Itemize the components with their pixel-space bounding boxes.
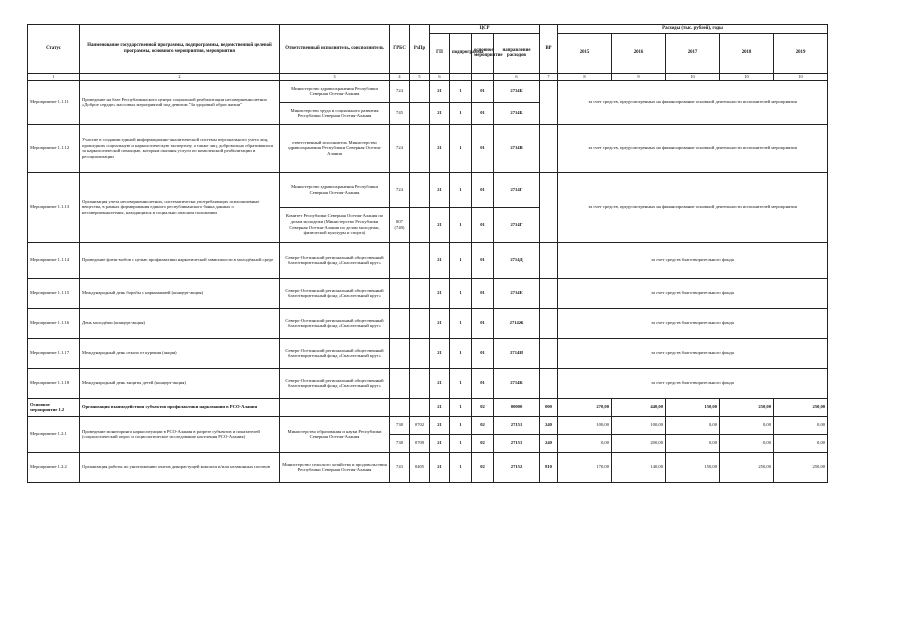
- rzpr-cell: [410, 242, 430, 278]
- table-body: [28, 80, 828, 482]
- event-name-cell: Международный день отказа от курения (акция): [80, 338, 280, 368]
- colnum-cell: 10: [774, 73, 828, 80]
- csr-nr-cell: 2714Б: [494, 80, 540, 102]
- csr-gp-cell: 21: [430, 172, 450, 207]
- rzpr-cell: [410, 398, 430, 416]
- responsible-cell: [280, 398, 390, 416]
- header-year-2015: 2015: [558, 33, 612, 73]
- expense-cell: 250,00: [774, 452, 828, 482]
- csr-pp-cell: 1: [450, 368, 472, 398]
- status-cell: Мероприятие 1.1.13: [28, 172, 80, 242]
- event-name-cell: Проведение на базе Республиканского центра социальной реабилитации несовершеннолетних «Доброе сердце» массовых мероприятий под девизом "За здоровый образ жизни": [80, 80, 280, 124]
- grbs-cell: [390, 398, 410, 416]
- colnum-cell: 3: [280, 73, 390, 80]
- responsible-cell: Министерство сельского хозяйства и продовольствия Республики Северная Осетия-Алания: [280, 452, 390, 482]
- csr-pp-cell: 1: [450, 434, 472, 452]
- csr-om-cell: 02: [472, 398, 494, 416]
- csr-pp-cell: 1: [450, 124, 472, 172]
- csr-gp-cell: 21: [430, 308, 450, 338]
- expense-cell: 0,00: [774, 434, 828, 452]
- rzpr-cell: [410, 368, 430, 398]
- grbs-cell: [390, 308, 410, 338]
- responsible-cell: ответственный исполнитель Министерство здравоохранения Республики Северная Осетия-Алания: [280, 124, 390, 172]
- csr-gp-cell: 21: [430, 416, 450, 434]
- table-row: [28, 172, 828, 207]
- table-row: [28, 368, 828, 398]
- csr-nr-cell: 2714К: [494, 368, 540, 398]
- status-cell: Мероприятие 1.1.11: [28, 80, 80, 124]
- csr-gp-cell: 21: [430, 80, 450, 102]
- rzpr-cell: [410, 278, 430, 308]
- csr-pp-cell: 1: [450, 452, 472, 482]
- expense-cell: 250,00: [774, 398, 828, 416]
- csr-pp-cell: 1: [450, 278, 472, 308]
- rzpr-cell: [410, 124, 430, 172]
- table-row: [28, 80, 828, 102]
- csr-pp-cell: 1: [450, 398, 472, 416]
- rzpr-cell: 0702: [410, 416, 430, 434]
- csr-gp-cell: 21: [430, 434, 450, 452]
- vr-cell: [540, 242, 558, 278]
- colnum-cell: 6: [430, 73, 450, 80]
- expense-cell: 0,00: [720, 434, 774, 452]
- rzpr-cell: [410, 207, 430, 242]
- colnum-cell: 4: [390, 73, 410, 80]
- status-cell: Мероприятие 1.1.16: [28, 308, 80, 338]
- csr-om-cell: 01: [472, 102, 494, 124]
- csr-nr-cell: 2714Е: [494, 278, 540, 308]
- vr-cell: [540, 172, 558, 242]
- csr-gp-cell: 21: [430, 338, 450, 368]
- csr-gp-cell: 21: [430, 278, 450, 308]
- table-row: [28, 308, 828, 338]
- expense-cell: 100,00: [612, 416, 666, 434]
- event-name-cell: Участие в создании единой информационно-аналитической системы персонального учета лиц, прошедших социальную и наркологическую экспертизу, а также лиц, добровольно обратившихся за наркологической помощью, которым оказаны услуги по комплексной реабилитации и ресоциализации: [80, 124, 280, 172]
- colnum-cell: 7: [540, 73, 558, 80]
- header-year-2019: 2019: [774, 33, 828, 73]
- vr-cell: [540, 124, 558, 172]
- header-row-top: [28, 25, 828, 34]
- csr-gp-cell: 21: [430, 452, 450, 482]
- csr-nr-cell: 27151: [494, 434, 540, 452]
- csr-gp-cell: 21: [430, 398, 450, 416]
- expense-cell: 440,00: [612, 398, 666, 416]
- responsible-cell: Комитет Республики Северная Осетия-Алания по делам молодежи (Министерство Республики Северная Осетия-Алания по делам молодежи, физической культуры и спорта): [280, 207, 390, 242]
- status-cell: Основное мероприятие 1.2: [28, 398, 80, 416]
- colnum-cell: 8: [558, 73, 612, 80]
- grbs-cell: 738: [390, 416, 410, 434]
- expense-cell: 150,00: [666, 398, 720, 416]
- csr-om-cell: 02: [472, 452, 494, 482]
- csr-om-cell: 01: [472, 338, 494, 368]
- colnum-cell: 6: [494, 73, 540, 80]
- responsible-cell: Северо-Осетинский региональный общественный благотворительный фонд «Спасательный круг»: [280, 242, 390, 278]
- vr-cell: [540, 80, 558, 124]
- csr-nr-cell: 2714Д: [494, 242, 540, 278]
- colnum-cell: 9: [612, 73, 666, 80]
- expense-cell: 0,00: [720, 416, 774, 434]
- colnum-cell: 10: [666, 73, 720, 80]
- expense-cell: 140,00: [612, 452, 666, 482]
- csr-om-cell: 01: [472, 368, 494, 398]
- status-cell: Мероприятие 1.2.1: [28, 416, 80, 452]
- header-grbs: ГРБС: [390, 25, 410, 74]
- csr-nr-cell: 2714И: [494, 338, 540, 368]
- colnum-cell: 10: [720, 73, 774, 80]
- responsible-cell: Северо-Осетинский региональный общественный благотворительный фонд «Спасательный круг»: [280, 308, 390, 338]
- responsible-cell: Министерство здравоохранения Республики Северная Осетия-Алания: [280, 172, 390, 207]
- header-vr: ВР: [540, 25, 558, 74]
- budget-table-sheet: [27, 24, 827, 483]
- table-row: [28, 124, 828, 172]
- grbs-cell: 807 (740): [390, 207, 410, 242]
- csr-pp-cell: 1: [450, 207, 472, 242]
- event-name-cell: Международный день борьбы с наркоманией (концерт-акция): [80, 278, 280, 308]
- funding-note-cell: за счет средств, предусмотренных на финансирование основной деятельности исполнителей мероприятия: [558, 172, 828, 242]
- vr-cell: 240: [540, 434, 558, 452]
- rzpr-cell: 0405: [410, 452, 430, 482]
- responsible-cell: Министерство здравоохранения Республики Северная Осетия-Алания: [280, 80, 390, 102]
- expense-cell: 200,00: [612, 434, 666, 452]
- expense-cell: 0,00: [666, 416, 720, 434]
- event-name-cell: Организация взаимодействия субъектов профилактики наркомании в РСО-Алания: [80, 398, 280, 416]
- expense-cell: 170,00: [558, 452, 612, 482]
- csr-nr-cell: 27152: [494, 452, 540, 482]
- main-event-row: [28, 398, 828, 416]
- csr-gp-cell: 21: [430, 368, 450, 398]
- grbs-cell: 738: [390, 434, 410, 452]
- status-cell: Мероприятие 1.1.17: [28, 338, 80, 368]
- expense-cell: 0,00: [666, 434, 720, 452]
- funding-note-cell: за счет средств, предусмотренных на финансирование основной деятельности исполнителей мероприятия: [558, 80, 828, 124]
- csr-om-cell: 01: [472, 124, 494, 172]
- grbs-cell: 745: [390, 102, 410, 124]
- rzpr-cell: [410, 80, 430, 102]
- expense-cell: 150,00: [666, 452, 720, 482]
- header-csr-nr: направление расходов: [494, 33, 540, 73]
- funding-note-cell: за счет средств благотворительного фонда: [558, 278, 828, 308]
- csr-gp-cell: 21: [430, 124, 450, 172]
- csr-gp-cell: 21: [430, 207, 450, 242]
- responsible-cell: Северо-Осетинский региональный общественный благотворительный фонд «Спасательный круг»: [280, 368, 390, 398]
- csr-om-cell: 01: [472, 80, 494, 102]
- csr-nr-cell: 2714В: [494, 124, 540, 172]
- status-cell: Мероприятие 1.1.12: [28, 124, 80, 172]
- rzpr-cell: [410, 308, 430, 338]
- funding-note-cell: за счет средств, предусмотренных на финансирование основной деятельности исполнителей мероприятия: [558, 124, 828, 172]
- csr-pp-cell: 1: [450, 102, 472, 124]
- rzpr-cell: 0709: [410, 434, 430, 452]
- header-csr: ЦСР: [430, 25, 540, 34]
- expense-cell: 100,00: [558, 416, 612, 434]
- csr-om-cell: 01: [472, 308, 494, 338]
- event-name-cell: Проведение флеш-мобов с целью профилактики наркотической зависимости в молодёжной среде: [80, 242, 280, 278]
- vr-cell: [540, 368, 558, 398]
- csr-nr-cell: 00000: [494, 398, 540, 416]
- header-year-2018: 2018: [720, 33, 774, 73]
- table-row: [28, 416, 828, 434]
- vr-cell: [540, 308, 558, 338]
- expense-cell: 270,00: [558, 398, 612, 416]
- csr-om-cell: 02: [472, 434, 494, 452]
- expense-cell: 250,00: [720, 398, 774, 416]
- header-name: Наименование государственной программы, подпрограммы, ведомственной целевой программы, основного мероприятия, мероприятия: [80, 25, 280, 74]
- csr-pp-cell: 1: [450, 172, 472, 207]
- event-name-cell: Международный день защиты детей (концерт-акция): [80, 368, 280, 398]
- table-row: [28, 452, 828, 482]
- colnum-cell: 2: [80, 73, 280, 80]
- csr-nr-cell: 2714Г: [494, 207, 540, 242]
- program-expenses-table: [27, 24, 828, 483]
- rzpr-cell: [410, 172, 430, 207]
- colnum-cell: [472, 73, 494, 80]
- header-csr-pp: подпрограмма: [450, 33, 472, 73]
- table-row: [28, 338, 828, 368]
- header-csr-om: основное мероприятие: [472, 33, 494, 73]
- grbs-cell: [390, 278, 410, 308]
- column-number-row: [28, 73, 828, 80]
- header-rzpr: РзПр: [410, 25, 430, 74]
- responsible-cell: Северо-Осетинский региональный общественный благотворительный фонд «Спасательный круг»: [280, 278, 390, 308]
- vr-cell: 240: [540, 416, 558, 434]
- colnum-cell: 1: [28, 73, 80, 80]
- responsible-cell: Министерство труда и социального развития Республики Северная Осетия-Алания: [280, 102, 390, 124]
- status-cell: Мероприятие 1.1.18: [28, 368, 80, 398]
- expense-cell: 0,00: [774, 416, 828, 434]
- expense-cell: 0,00: [558, 434, 612, 452]
- colnum-cell: 5: [410, 73, 430, 80]
- grbs-cell: 743: [390, 452, 410, 482]
- event-name-cell: День молодёжи (концерт-акция): [80, 308, 280, 338]
- csr-gp-cell: 21: [430, 242, 450, 278]
- csr-pp-cell: 1: [450, 338, 472, 368]
- grbs-cell: 724: [390, 172, 410, 207]
- responsible-cell: Министерство образования и науки Республики Северная Осетия-Алания: [280, 416, 390, 452]
- vr-cell: 000: [540, 398, 558, 416]
- event-name-cell: Организация работы по уничтожению очагов дикорастущей конопли и/или незаконных посевов: [80, 452, 280, 482]
- csr-gp-cell: 21: [430, 102, 450, 124]
- header-csr-gp: ГП: [430, 33, 450, 73]
- rzpr-cell: [410, 102, 430, 124]
- csr-nr-cell: 2714Б: [494, 102, 540, 124]
- csr-nr-cell: 2714Ж: [494, 308, 540, 338]
- funding-note-cell: за счет средств благотворительного фонда: [558, 242, 828, 278]
- event-name-cell: Организация учета несовершеннолетних, систематически употребляющих психоактивные вещества, в рамках формирования единого республиканского банка данных о несовершеннолетних, находящихся в социально опасном положении: [80, 172, 280, 242]
- csr-om-cell: 02: [472, 416, 494, 434]
- funding-note-cell: за счет средств благотворительного фонда: [558, 338, 828, 368]
- csr-nr-cell: 2714Г: [494, 172, 540, 207]
- csr-pp-cell: 1: [450, 242, 472, 278]
- header-year-2017: 2017: [666, 33, 720, 73]
- csr-om-cell: 01: [472, 278, 494, 308]
- status-cell: Мероприятие 1.1.14: [28, 242, 80, 278]
- csr-om-cell: 01: [472, 172, 494, 207]
- grbs-cell: [390, 242, 410, 278]
- status-cell: Мероприятие 1.1.15: [28, 278, 80, 308]
- grbs-cell: [390, 338, 410, 368]
- grbs-cell: 724: [390, 80, 410, 102]
- responsible-cell: Северо-Осетинский региональный общественный благотворительный фонд «Спасательный круг»: [280, 338, 390, 368]
- csr-pp-cell: 1: [450, 416, 472, 434]
- csr-om-cell: 01: [472, 207, 494, 242]
- header-expenses: Расходы (тыс. рублей), годы: [558, 25, 828, 34]
- event-name-cell: Проведение мониторинга наркоситуации в РСО-Алания в разрезе субъектов и показателей (социологический опрос и социологическое исследование населения РСО-Алания): [80, 416, 280, 452]
- csr-pp-cell: 1: [450, 80, 472, 102]
- header-responsible: Ответственный исполнитель, соисполнитель: [280, 25, 390, 74]
- funding-note-cell: за счет средств благотворительного фонда: [558, 368, 828, 398]
- csr-nr-cell: 27151: [494, 416, 540, 434]
- table-row: [28, 242, 828, 278]
- grbs-cell: 724: [390, 124, 410, 172]
- csr-om-cell: 01: [472, 242, 494, 278]
- header-year-2016: 2016: [612, 33, 666, 73]
- vr-cell: 810: [540, 452, 558, 482]
- header-status: Статус: [28, 25, 80, 74]
- expense-cell: 250,00: [720, 452, 774, 482]
- funding-note-cell: за счет средств благотворительного фонда: [558, 308, 828, 338]
- csr-pp-cell: 1: [450, 308, 472, 338]
- vr-cell: [540, 278, 558, 308]
- table-row: [28, 278, 828, 308]
- vr-cell: [540, 338, 558, 368]
- rzpr-cell: [410, 338, 430, 368]
- colnum-cell: [450, 73, 472, 80]
- status-cell: Мероприятие 1.2.2: [28, 452, 80, 482]
- grbs-cell: [390, 368, 410, 398]
